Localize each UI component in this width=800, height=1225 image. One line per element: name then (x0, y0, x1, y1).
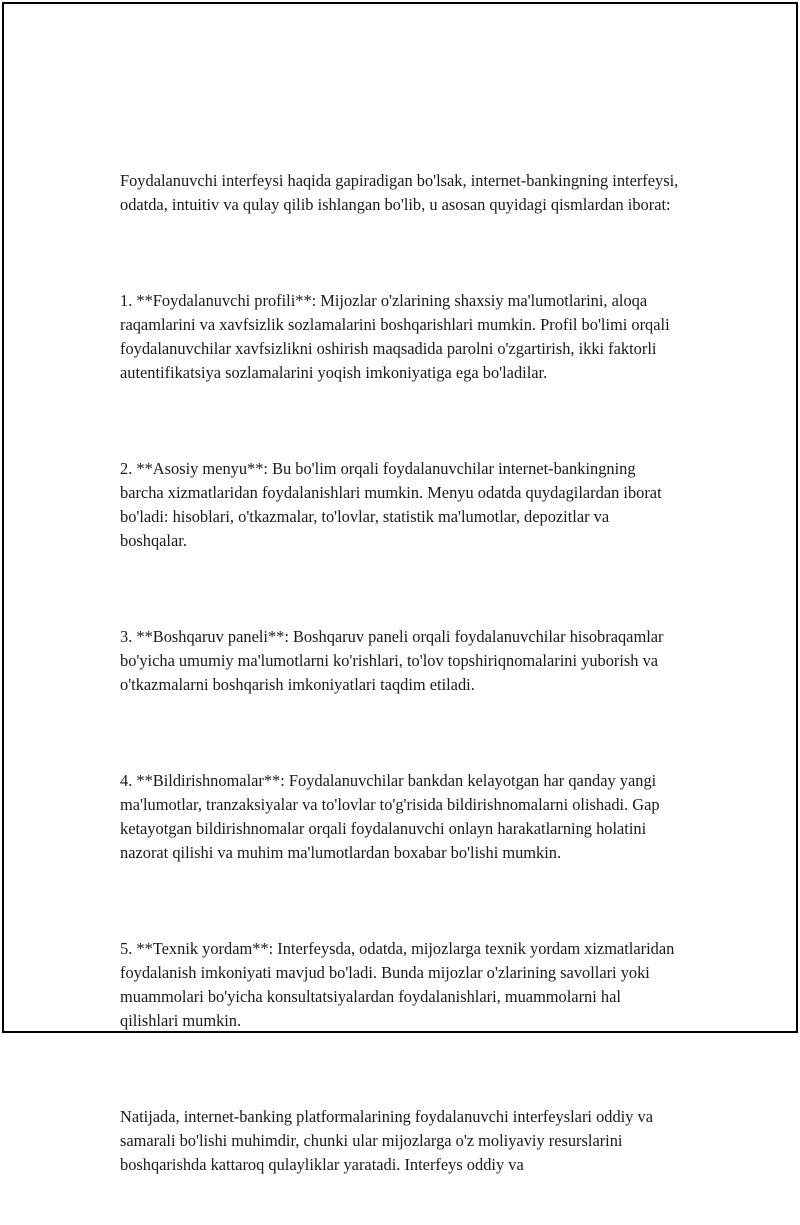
conclusion-paragraph: Natijada, internet-banking platformalarining foydalanuvchi interfeyslari oddiy va samarali bo'lishi muhimdir, chunki ular mijozlarga o'z moliyaviy resurslarini boshqarishda kattaroq qulayliklar yaratadi. Interfeys oddiy va (120, 1107, 658, 1174)
intro-paragraph: Foydalanuvchi interfeysi haqida gapiradigan bo'lsak, internet-bankingning interfeysi, odatda, intuitiv va qulay qilib ishlangan bo'lib, u asosan quyidagi qismlardan iborat: (120, 171, 683, 214)
paragraph-user-profile: 1. **Foydalanuvchi profili**: Mijozlar o'zlarining shaxsiy ma'lumotlarini, aloqa raqamlarini va xavfsizlik sozlamalarini boshqarishlari mumkin. Profil bo'limi orqali foydalanuvchilar xavfsizlikni oshirish maqsadida parolni o'zgartirish, ikki faktorli autentifikatsiya sozlamalarini yoqish imkoniyatiga ega bo'ladilar. (120, 291, 674, 382)
paragraph-control-panel: 3. **Boshqaruv paneli**: Boshqaruv paneli orqali foydalanuvchilar hisobraqamlar bo'yicha umumiy ma'lumotlarni ko'rishlari, to'lov topshiriqnomalarini yuborish va o'tkazmalarni boshqarish imkoniyatlari taqdim etiladi. (120, 627, 668, 694)
document-page (2, 2, 798, 1174)
paragraph-notifications: 4. **Bildirishnomalar**: Foydalanuvchilar bankdan kelayotgan har qanday yangi ma'lumotlar, tranzaksiyalar va to'lovlar to'g'risida bildirishnomalarni olishadi. Gap ketayotgan bildirishnomalar orqali foydalanuvchi onlayn harakatlarning holatini nazorat qilishi va muhim ma'lumotlardan boxabar bo'lishi mumkin. (120, 771, 664, 862)
document-body (120, 121, 683, 1225)
paragraph-tech-support: 5. **Texnik yordam**: Interfeysda, odatda, mijozlarga texnik yordam xizmatlaridan foydalanish imkoniyati mavjud bo'ladi. Bunda mijozlar o'zlarining savollari yoki muammolari bo'yicha konsultatsiyalardan foydalanishlari, muammolarni hal qilishlari mumkin. (120, 939, 679, 1030)
paragraph-main-menu: 2. **Asosiy menyu**: Bu bo'lim orqali foydalanuvchilar internet-bankingning barcha xizmatlaridan foydalanishlari mumkin. Menyu odatda quydagilardan iborat bo'ladi: hisoblari, o'tkazmalar, to'lovlar, statistik ma'lumotlar, depozitlar va boshqalar. (120, 459, 666, 550)
